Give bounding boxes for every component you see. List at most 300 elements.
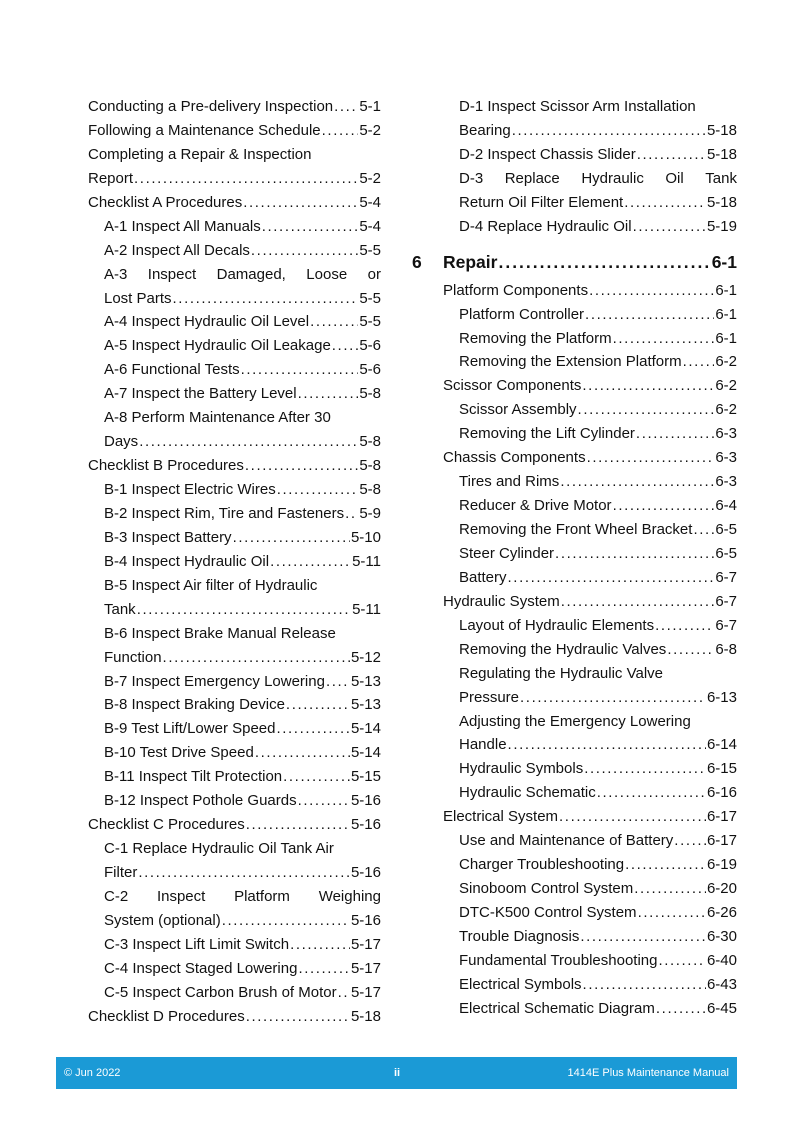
toc-entry-title: Sinoboom Control System (459, 880, 634, 898)
toc-entry-title: Layout of Hydraulic Elements (459, 616, 655, 634)
toc-entry[interactable] (412, 494, 737, 518)
toc-entry[interactable] (412, 167, 737, 191)
toc-entry[interactable] (412, 781, 737, 805)
toc-entry-title: A-2 Inspect All Decals (104, 241, 250, 259)
toc-entry[interactable] (88, 693, 381, 717)
toc-entry[interactable] (88, 933, 381, 957)
chapter-number: 6 (412, 251, 422, 272)
leader-dots (162, 646, 350, 670)
toc-entry-title: Checklist C Procedures (88, 816, 245, 834)
toc-entry[interactable] (412, 925, 737, 949)
toc-entry[interactable] (88, 334, 381, 358)
leader-dots (624, 853, 706, 877)
toc-entry-page: 5-16 (350, 911, 381, 929)
toc-entry-page: 5-17 (350, 983, 381, 1001)
toc-entry-title: Removing the Hydraulic Valves (459, 640, 667, 658)
footer-date: © Jun 2022 (64, 1067, 121, 1079)
toc-entry[interactable] (88, 358, 381, 382)
toc-entry-page: 5-8 (359, 481, 381, 498)
toc-entry-page: 5-14 (350, 744, 381, 762)
toc-entry[interactable] (412, 829, 737, 853)
toc-entry-title: B-1 Inspect Electric Wires (104, 481, 276, 498)
leader-dots (297, 957, 350, 981)
leader-dots (666, 638, 714, 662)
leader-dots (297, 789, 350, 813)
toc-entry-word: Loose (306, 265, 348, 283)
toc-entry-page: 5-17 (350, 935, 381, 953)
toc-entry-page: 5-16 (350, 864, 381, 881)
toc-entry-page: 5-16 (350, 816, 381, 834)
leader-dots (577, 398, 715, 422)
toc-entry-title: Report (88, 169, 134, 187)
toc-entry[interactable] (412, 805, 737, 829)
toc-entry-page: 6-17 (706, 832, 737, 850)
toc-entry[interactable] (88, 215, 381, 239)
toc-entry[interactable] (88, 861, 381, 885)
toc-entry-page: 5-15 (350, 768, 381, 786)
leader-dots (344, 502, 358, 526)
leader-dots (637, 901, 706, 925)
toc-entry-page: 5-13 (350, 696, 381, 714)
leader-dots (242, 191, 358, 215)
leader-dots (612, 327, 715, 351)
toc-entry-page: 5-8 (359, 433, 381, 451)
toc-entry-title: B-9 Test Lift/Lower Speed (104, 720, 276, 738)
toc-entry-page: 6-7 (715, 592, 737, 610)
toc-entry[interactable] (88, 191, 381, 215)
leader-dots (581, 374, 714, 398)
toc-entry[interactable] (88, 837, 381, 861)
leader-dots (321, 119, 359, 143)
toc-entry-word: C-2 (104, 887, 129, 905)
toc-entry-page: 5-10 (350, 528, 381, 546)
toc-entry-word: Replace (504, 169, 560, 187)
toc-entry[interactable] (88, 789, 381, 813)
toc-entry-page: 6-5 (715, 521, 737, 538)
toc-entry-page: 5-8 (359, 457, 381, 475)
toc-entry-page: 6-4 (715, 497, 737, 515)
toc-entry-title: Adjusting the Emergency Lowering (459, 712, 691, 730)
leader-dots (309, 310, 358, 334)
toc-entry-page: 6-5 (715, 544, 737, 562)
toc-entry[interactable] (88, 598, 381, 622)
leader-dots (682, 350, 715, 374)
leader-dots (497, 245, 710, 279)
toc-entry-title: System (optional) (104, 911, 221, 929)
leader-dots (673, 829, 706, 853)
toc-entry-title: D-4 Replace Hydraulic Oil (459, 217, 632, 235)
toc-entry-title: Hydraulic Symbols (459, 760, 584, 778)
toc-entry[interactable] (412, 422, 737, 446)
toc-entry-word: Damaged, (216, 265, 286, 283)
toc-entry-title: B-4 Inspect Hydraulic Oil (104, 552, 270, 570)
toc-entry-title: B-12 Inspect Pothole Guards (104, 792, 297, 810)
leader-dots (325, 670, 350, 694)
leader-dots (245, 813, 350, 837)
toc-entry-page: 6-43 (706, 975, 737, 993)
toc-entry-page: 5-6 (359, 361, 381, 379)
toc-entry-page: 5-9 (359, 504, 381, 522)
toc-entry-page: 6-2 (715, 353, 737, 371)
leader-dots (612, 494, 715, 518)
leader-dots (584, 303, 714, 327)
toc-entry-title: Hydraulic Schematic (459, 784, 596, 802)
leader-dots (654, 614, 714, 638)
toc-entry[interactable] (412, 470, 737, 494)
toc-entry-title: Following a Maintenance Schedule (88, 121, 321, 139)
toc-entry[interactable] (88, 550, 381, 574)
toc-entry-page: 6-2 (715, 377, 737, 395)
toc-entry-title: Scissor Assembly (459, 401, 577, 419)
toc-entry[interactable] (412, 973, 737, 997)
toc-entry-page: 6-13 (706, 688, 737, 706)
toc-entry-page: 5-8 (359, 385, 381, 403)
leader-dots (636, 143, 706, 167)
toc-entry[interactable] (88, 454, 381, 478)
toc-entry-title: B-8 Inspect Braking Device (104, 696, 285, 714)
toc-entry-title: Checklist A Procedures (88, 193, 243, 211)
toc-entry[interactable] (412, 662, 737, 686)
toc-entry[interactable] (88, 646, 381, 670)
leader-dots (244, 454, 358, 478)
toc-entry[interactable] (412, 398, 737, 422)
toc-entry-title: Platform Controller (459, 305, 585, 323)
toc-entry-title: Removing the Lift Cylinder (459, 425, 635, 443)
toc-entry[interactable] (412, 710, 737, 734)
toc-entry-title: Pressure (459, 688, 520, 706)
toc-entry-title: Handle (459, 736, 507, 754)
toc-right-column (412, 95, 737, 1021)
chapter-page: 6-1 (711, 251, 737, 272)
toc-entry[interactable] (88, 406, 381, 430)
leader-dots (276, 717, 350, 741)
leader-dots (254, 741, 350, 765)
toc-entry-page: 5-12 (350, 648, 381, 666)
toc-entry-page: 6-26 (706, 904, 737, 921)
leader-dots (250, 239, 358, 263)
toc-entry[interactable] (412, 997, 737, 1021)
toc-entry-word: Inspect (156, 887, 206, 905)
toc-entry[interactable] (88, 741, 381, 765)
toc-entry[interactable] (412, 590, 737, 614)
leader-dots (282, 765, 350, 789)
leader-dots (596, 781, 706, 805)
toc-entry-page: 6-17 (706, 808, 737, 826)
toc-entry-page: 5-2 (359, 121, 381, 139)
toc-entry-title: A-5 Inspect Hydraulic Oil Leakage (104, 337, 331, 355)
toc-entry-page: 5-11 (352, 600, 381, 618)
chapter-6-heading[interactable] (412, 245, 737, 279)
leader-dots (586, 446, 715, 470)
toc-entry[interactable] (412, 733, 737, 757)
toc-entry-page: 5-14 (350, 720, 381, 738)
leader-dots (623, 191, 706, 215)
toc-entry[interactable] (88, 310, 381, 334)
toc-entry-title: A-8 Perform Maintenance After 30 (104, 409, 331, 427)
toc-entry[interactable] (88, 813, 381, 837)
toc-entry[interactable] (88, 574, 381, 598)
toc-entry[interactable] (412, 143, 737, 167)
leader-dots (289, 933, 350, 957)
leader-dots (276, 478, 359, 502)
toc-entry-page: 6-3 (715, 449, 737, 467)
leader-dots (633, 877, 706, 901)
toc-entry-page: 6-40 (706, 951, 737, 969)
toc-entry-word: or (367, 265, 381, 283)
toc-entry[interactable] (412, 327, 737, 351)
toc-entry-page: 6-15 (706, 760, 737, 778)
toc-entry-title: Conducting a Pre-delivery Inspection (88, 98, 334, 115)
toc-entry-title: Electrical System (443, 808, 559, 826)
toc-entry-page: 5-5 (359, 241, 381, 259)
leader-dots (138, 430, 358, 454)
toc-entry[interactable] (412, 877, 737, 901)
toc-entry[interactable] (412, 614, 737, 638)
leader-dots (331, 334, 359, 358)
toc-entry-page: 6-30 (706, 927, 737, 945)
toc-entry[interactable] (88, 143, 381, 167)
toc-entry[interactable] (412, 119, 737, 143)
leader-dots (511, 119, 706, 143)
toc-entry[interactable] (412, 542, 737, 566)
leader-dots (136, 598, 351, 622)
toc-entry-title: Platform Components (443, 281, 589, 299)
toc-entry[interactable] (88, 263, 381, 287)
toc-entry-title: Tires and Rims (459, 473, 560, 491)
toc-left-column (88, 95, 381, 1029)
leader-dots (655, 997, 706, 1021)
toc-entry[interactable] (88, 239, 381, 263)
toc-entry[interactable] (88, 717, 381, 741)
toc-entry-title: Trouble Diagnosis (459, 927, 580, 945)
toc-entry-title: Tank (104, 600, 136, 618)
toc-entry[interactable] (88, 502, 381, 526)
toc-entry-page: 6-2 (715, 401, 737, 419)
toc-entry-page: 5-18 (706, 121, 737, 139)
toc-entry-page: 5-18 (706, 145, 737, 163)
toc-entry-page: 5-17 (350, 959, 381, 977)
toc-entry-title: Regulating the Hydraulic Valve (459, 664, 664, 682)
toc-entry-page: 6-7 (715, 616, 737, 634)
toc-entry[interactable] (412, 279, 737, 303)
toc-entry-title: D-1 Inspect Scissor Arm Installation (459, 98, 696, 115)
toc-entry-page: 5-4 (359, 193, 381, 211)
toc-entry-page: 6-3 (715, 425, 737, 443)
toc-entry[interactable] (88, 478, 381, 502)
toc-entry-title: A-7 Inspect the Battery Level (104, 385, 297, 403)
toc-entry[interactable] (88, 885, 381, 909)
toc-entry-title: Scissor Components (443, 377, 582, 395)
toc-entry-title: Filter (104, 864, 138, 881)
toc-entry-title: B-10 Test Drive Speed (104, 744, 254, 762)
toc-entry-title: Days (104, 433, 139, 451)
toc-entry-title: B-3 Inspect Battery (104, 528, 232, 546)
toc-entry[interactable] (88, 119, 381, 143)
toc-entry-title: Reducer & Drive Motor (459, 497, 612, 515)
leader-dots (657, 949, 706, 973)
leader-dots (560, 590, 715, 614)
toc-entry-title: Removing the Front Wheel Bracket (459, 521, 693, 538)
leader-dots (245, 1005, 350, 1029)
leader-dots (583, 757, 706, 781)
toc-entry-word: A-3 (104, 265, 128, 283)
toc-entry-title: Lost Parts (104, 289, 172, 307)
toc-entry-page: 6-45 (706, 999, 737, 1017)
toc-entry[interactable] (88, 981, 381, 1005)
toc-entry-page: 5-1 (359, 98, 381, 115)
toc-entry[interactable] (412, 566, 737, 590)
toc-entry[interactable] (88, 909, 381, 933)
toc-entry-page: 6-1 (715, 281, 737, 299)
toc-entry-page: 5-18 (706, 193, 737, 211)
leader-dots (519, 686, 706, 710)
toc-entry[interactable] (412, 215, 737, 239)
toc-entry-page: 6-14 (706, 736, 737, 754)
toc-entry-title: Hydraulic System (443, 592, 560, 610)
toc-entry-title: DTC-K500 Control System (459, 904, 637, 921)
leader-dots (333, 95, 358, 119)
toc-entry[interactable] (88, 167, 381, 191)
toc-entry-title: Use and Maintenance of Battery (459, 832, 674, 850)
toc-entry[interactable] (412, 191, 737, 215)
toc-entry-word: Oil (665, 169, 684, 187)
toc-entry-word: Tank (705, 169, 737, 187)
toc-entry[interactable] (412, 686, 737, 710)
toc-entry-word: D-3 (459, 169, 484, 187)
toc-entry-word: Hydraulic (581, 169, 644, 187)
toc-entry-page: 6-1 (715, 329, 737, 347)
toc-entry-title: Removing the Platform (459, 329, 612, 347)
leader-dots (632, 215, 706, 239)
toc-entry-title: Removing the Extension Platform (459, 353, 682, 371)
leader-dots (554, 542, 714, 566)
leader-dots (588, 279, 714, 303)
toc-entry[interactable] (88, 526, 381, 550)
toc-entry-word: Weighing (318, 887, 381, 905)
toc-entry-title: Checklist B Procedures (88, 457, 244, 475)
toc-entry-page: 6-3 (715, 473, 737, 491)
toc-entry[interactable] (88, 95, 381, 119)
toc-entry-title: A-6 Functional Tests (104, 361, 240, 379)
toc-entry-title: C-4 Inspect Staged Lowering (104, 959, 298, 977)
toc-entry[interactable] (412, 374, 737, 398)
leader-dots (558, 805, 706, 829)
toc-entry-title: Checklist D Procedures (88, 1007, 245, 1025)
toc-entry[interactable] (412, 853, 737, 877)
toc-entry[interactable] (88, 430, 381, 454)
toc-entry-title: Fundamental Troubleshooting (459, 951, 658, 969)
toc-entry-title: Electrical Schematic Diagram (459, 999, 655, 1017)
leader-dots (692, 518, 714, 542)
leader-dots (133, 167, 358, 191)
toc-entry-title: B-2 Inspect Rim, Tire and Fasteners (104, 504, 345, 522)
toc-entry-page: 6-8 (715, 640, 737, 658)
toc-entry-word: Platform (234, 887, 290, 905)
toc-entry[interactable] (88, 287, 381, 311)
toc-entry-title: Electrical Symbols (459, 975, 582, 993)
leader-dots (337, 981, 350, 1005)
toc-entry-page: 6-20 (706, 880, 737, 898)
toc-entry-page: 5-18 (350, 1007, 381, 1025)
toc-entry-page: 5-6 (359, 337, 381, 355)
toc-entry[interactable] (88, 670, 381, 694)
leader-dots (269, 550, 351, 574)
toc-entry-title: Chassis Components (443, 449, 586, 467)
toc-entry[interactable] (88, 622, 381, 646)
toc-entry-page: 5-2 (359, 169, 381, 187)
leader-dots (297, 382, 359, 406)
toc-entry[interactable] (88, 382, 381, 406)
toc-entry-title: C-3 Inspect Lift Limit Switch (104, 935, 290, 953)
leader-dots (232, 526, 350, 550)
toc-entry-page: 5-5 (359, 289, 381, 307)
toc-entry-title: Charger Troubleshooting (459, 856, 625, 874)
toc-entry-title: C-1 Replace Hydraulic Oil Tank Air (104, 840, 334, 858)
leader-dots (261, 215, 359, 239)
toc-entry[interactable] (412, 638, 737, 662)
toc-entry-page: 6-7 (715, 568, 737, 586)
toc-entry-page: 5-16 (350, 792, 381, 810)
toc-entry[interactable] (88, 957, 381, 981)
chapter-title: Repair (443, 251, 498, 272)
toc-entry[interactable] (412, 518, 737, 542)
toc-entry-title: B-5 Inspect Air filter of Hydraulic (104, 576, 318, 594)
toc-entry-title: Bearing (459, 121, 511, 139)
toc-entry-title: Function (104, 648, 162, 666)
leader-dots (507, 733, 706, 757)
page-footer (56, 1057, 737, 1089)
leader-dots (579, 925, 706, 949)
toc-entry-title: B-11 Inspect Tilt Protection (104, 768, 283, 786)
toc-entry-page: 6-19 (706, 856, 737, 874)
toc-entry-title: Completing a Repair & Inspection (88, 145, 312, 163)
toc-entry-title: D-2 Inspect Chassis Slider (459, 145, 636, 163)
leader-dots (635, 422, 714, 446)
toc-entry-title: Battery (459, 568, 507, 586)
leader-dots (507, 566, 715, 590)
toc-entry-page: 5-13 (350, 672, 381, 690)
toc-entry-title: B-7 Inspect Emergency Lowering (104, 672, 325, 690)
leader-dots (582, 973, 706, 997)
footer-page-number: ii (394, 1067, 401, 1079)
toc-entry[interactable] (412, 901, 737, 925)
toc-entry-page: 5-19 (706, 217, 737, 235)
toc-entry-title: Steer Cylinder (459, 544, 555, 562)
toc-entry-page: 5-4 (359, 217, 381, 235)
toc-entry[interactable] (412, 949, 737, 973)
leader-dots (285, 693, 350, 717)
leader-dots (172, 287, 359, 311)
toc-entry-title: A-1 Inspect All Manuals (104, 217, 261, 235)
toc-entry[interactable] (412, 303, 737, 327)
toc-entry-page: 6-16 (706, 784, 737, 802)
toc-entry-title: B-6 Inspect Brake Manual Release (104, 624, 336, 642)
toc-entry[interactable] (412, 757, 737, 781)
toc-entry-title: A-4 Inspect Hydraulic Oil Level (104, 313, 310, 331)
toc-entry-title: Return Oil Filter Element (459, 193, 624, 211)
toc-entry[interactable] (88, 765, 381, 789)
toc-entry[interactable] (88, 1005, 381, 1029)
toc-entry[interactable] (412, 95, 737, 119)
toc-entry-page: 5-5 (359, 313, 381, 331)
footer-manual-title: 1414E Plus Maintenance Manual (567, 1067, 729, 1079)
toc-entry[interactable] (412, 446, 737, 470)
leader-dots (240, 358, 359, 382)
toc-entry-page: 6-1 (715, 305, 737, 323)
leader-dots (221, 909, 350, 933)
toc-entry[interactable] (412, 350, 737, 374)
leader-dots (137, 861, 350, 885)
